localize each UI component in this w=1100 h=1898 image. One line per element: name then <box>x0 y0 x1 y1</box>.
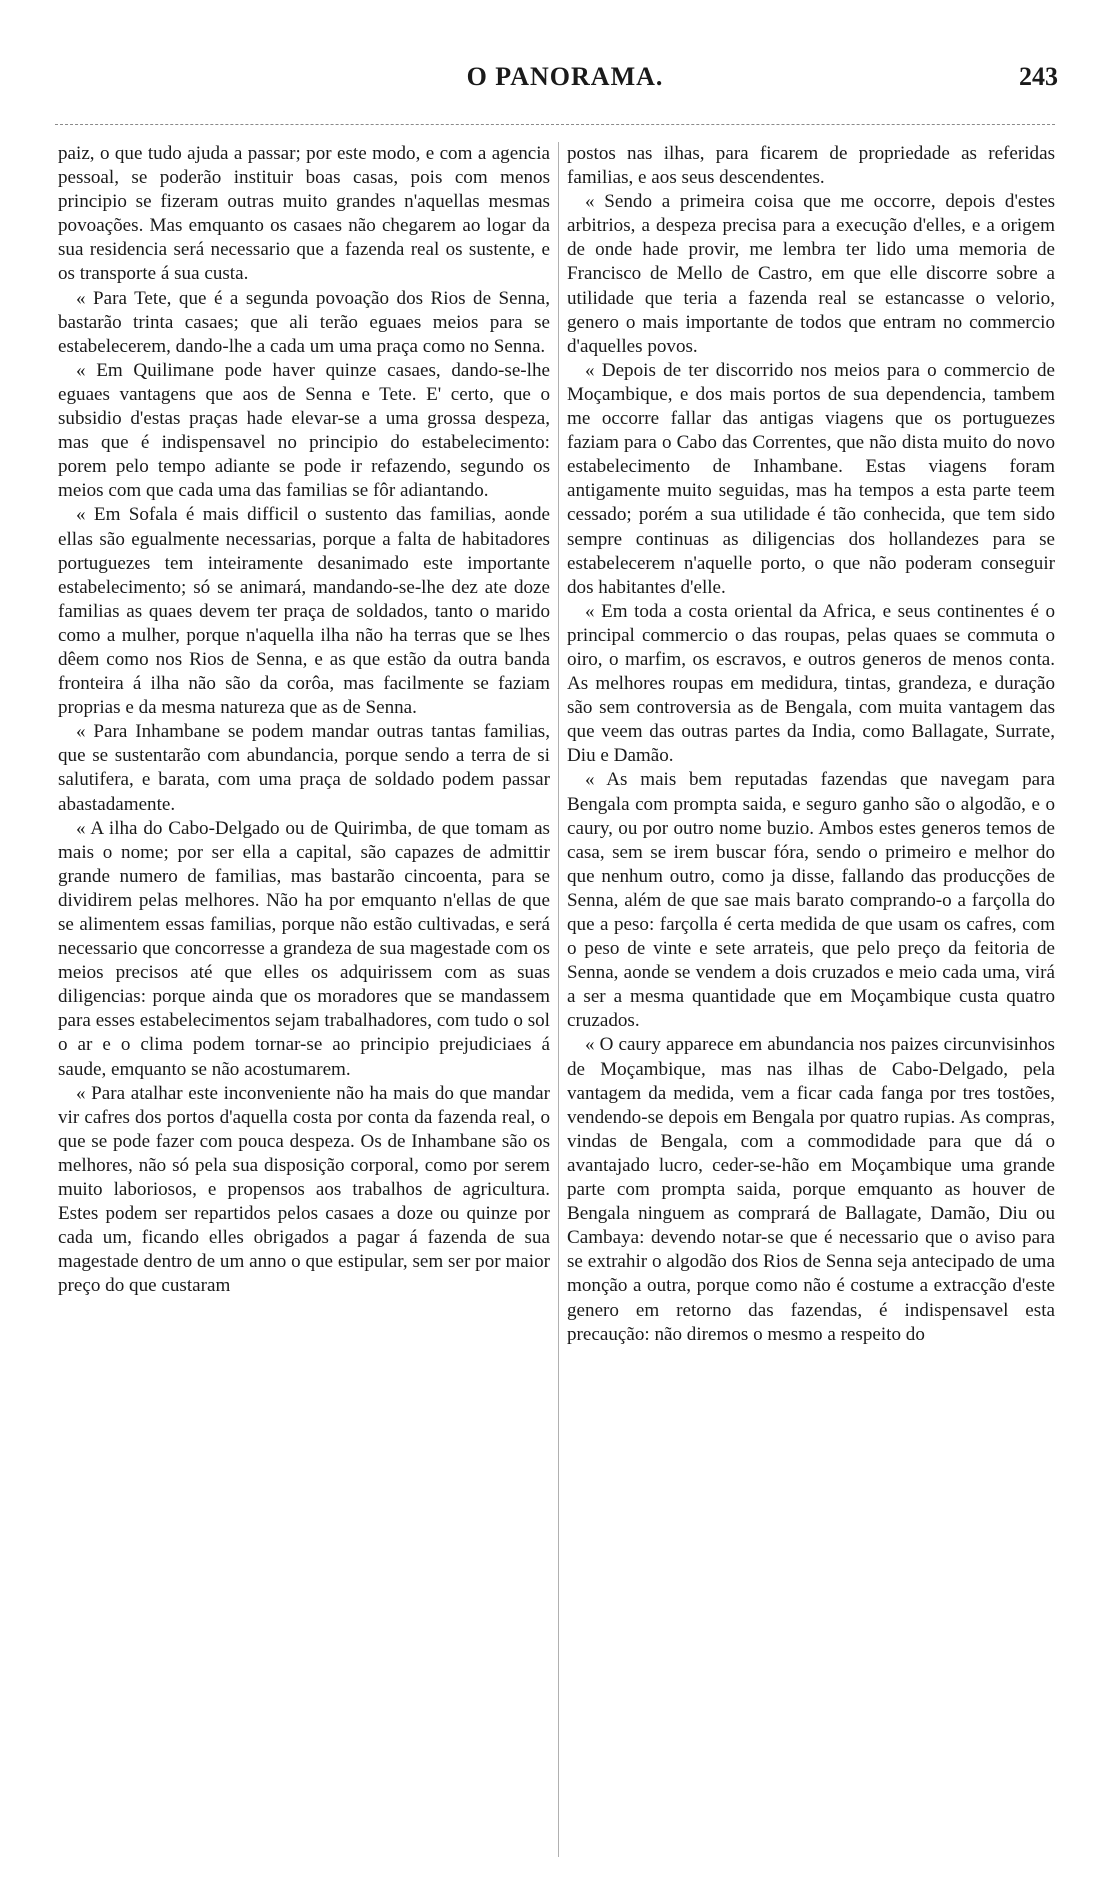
right-column <box>567 142 1055 1347</box>
header-rule <box>55 124 1055 125</box>
paragraph: « Para Inhambane se podem mandar outras tantas familias, que se sustentarão com abundancia, porque sendo a terra de si salutifera, e barata, com uma praça de soldado podem passar abastadamente. <box>58 721 550 815</box>
paragraph: « Para atalhar este inconveniente não ha mais do que mandar vir cafres dos portos d'aquella costa por conta da fazenda real, o que se pode fazer com pouca despeza. Os de Inhambane são os melhores, não só pela sua disposição corporal, como por serem muito laboriosos, e propensos aos trabalhos de agricultura. Estes podem ser repartidos pelos casaes a doze ou quinze por cada um, ficando elles obrigados a pagar á fazenda de sua magestade dentro de um anno o que estipular, sem ser por maior preço do que custaram <box>58 1082 550 1297</box>
paragraph: « Depois de ter discorrido nos meios para o commercio de Moçambique, e dos mais portos de sua dependencia, tambem me occorre fallar das antigas viagens que os portuguezes faziam para o Cabo das Correntes, que não dista muito do novo estabelecimento de Inhambane. Estas viagens foram antigamente muito seguidas, mas ha tempos a esta parte teem cessado; porém a sua utilidade é tão conhecida, que tem sido sempre continuas as diligencias dos hollandezes para se estabelecerem n'aquelle porto, o que não poderam conseguir dos habitantes d'elle. <box>567 359 1055 598</box>
paragraph: « A ilha do Cabo-Delgado ou de Quirimba, de que tomam as mais o nome; por ser ella a capital, são capazes de admittir grande numero de familias, mas bastarão cincoenta, para se dividirem pelas melhores. Não ha por emquanto n'ellas de que se alimentem essas familias, porque não estão cultivadas, e será necessario que concorresse a grandeza de sua magestade com os meios precisos até que elles os adquirissem com as suas diligencias: porque ainda que os moradores que se mandassem para esses estabelecimentos sejam trabalhadores, com tudo o sol o ar e o clima podem tornar-se ao principio prejudiciaes á saude, emquanto se não acostumarem. <box>58 817 550 1080</box>
paragraph: « Em Quilimane pode haver quinze casaes, dando-se-lhe eguaes vantagens que aos de Senna e Tete. E' certo, que o subsidio d'estas praças hade elevar-se a uma grossa despeza, mas que é indispensavel no principio do estabelecimento: porem pelo tempo adiante se pode ir refazendo, segundo os meios com que cada uma das familias se fôr adiantando. <box>58 359 550 502</box>
column-divider <box>558 142 559 1857</box>
paragraph: « Para Tete, que é a segunda povoação dos Rios de Senna, bastarão trinta casaes; que ali terão eguaes meios para se estabelecerem, dando-lhe a cada um uma praça como no Senna. <box>58 287 550 357</box>
paragraph: « Sendo a primeira coisa que me occorre, depois d'estes arbitrios, a despeza precisa para a execução d'elles, e a origem de onde hade provir, me lembra ter lido uma memoria de Francisco de Mello de Castro, em que elle discorre sobre a utilidade que teria a fazenda real se estancasse o velorio, genero o mais importante de todos que entram no commercio d'aquelles povos. <box>567 191 1055 357</box>
paragraph: paiz, o que tudo ajuda a passar; por este modo, e com a agencia pessoal, se poderão instituir boas casas, pois com menos principio se fizeram outras muito grandes n'aquellas mesmas povoações. Mas emquanto os casaes não chegarem ao logar da sua residencia será necessario que a fazenda real os sustente, e os transporte á sua custa. <box>58 143 550 285</box>
page-number: 243 <box>1019 62 1058 91</box>
paragraph: « Em toda a costa oriental da Africa, e seus continentes é o principal commercio o das roupas, pelas quaes se commuta o oiro, o marfim, os escravos, e outros generos de menos conta. As melhores roupas em medidura, tintas, grandeza, e duração são sem controversia as de Bengala, com muita vantagem das que veem das outras partes da India, como Ballagate, Surrate, Diu e Damão. <box>567 600 1055 767</box>
page-header <box>0 62 1100 102</box>
left-column <box>58 142 550 1299</box>
paragraph: postos nas ilhas, para ficarem de propriedade as referidas familias, e aos seus descendentes. <box>567 143 1055 189</box>
paragraph: « O caury apparece em abundancia nos paizes circunvisinhos de Moçambique, mas nas ilhas de Cabo-Delgado, pela vantagem da medida, vem a ficar cada fanga por tres tostões, vendendo-se depois em Bengala por quatro rupias. As compras, vindas de Bengala, com a commodidade para que dá o avantajado lucro, ceder-se-hão em Moçambique uma grande parte com prompta saida, porque emquanto as houver de Bengala ninguem as comprará de Ballagate, Damão, Diu ou Cambaya: devendo notar-se que é necessario que o aviso para se extrahir o algodão dos Rios de Senna seja antecipado de uma monção a outra, porque como não é costume a extracção d'este genero em retorno das fazendas, é indispensavel esta precaução: não diremos o mesmo a respeito do <box>567 1034 1055 1345</box>
journal-title: O PANORAMA. <box>466 62 664 91</box>
paragraph: « As mais bem reputadas fazendas que navegam para Bengala com prompta saida, e seguro ganho são o algodão, e o caury, ou por outro nome buzio. Ambos estes generos temos de casa, sem se irem buscar fóra, sendo o primeiro e melhor do que nenhum outro, como ja disse, fallando das producções de Senna, além de que sae mais barato comprando-o a farçolla do que a peso: farçolla é certa medida de que usam os cafres, com o peso de vinte e sete arrateis, que pelo preço da feitoria de Senna, aonde se vendem a dois cruzados e meio cada uma, virá a ser a mesma quantidade que em Moçambique custa quatro cruzados. <box>567 769 1055 1032</box>
paragraph: « Em Sofala é mais difficil o sustento das familias, aonde ellas são egualmente necessarias, porque a falta de habitadores portuguezes tem inteiramente desanimado este importante estabelecimento; só se animará, mandando-se-lhe dez ate doze familias as quaes devem ter praça de soldados, tanto o marido como a mulher, porque n'aquella ilha não ha terras que se lhes dêem como nos Rios de Senna, e as que estão da outra banda fronteira á ilha não são da corôa, mas facilmente se faziam proprias e da mesma natureza que as de Senna. <box>58 504 550 719</box>
